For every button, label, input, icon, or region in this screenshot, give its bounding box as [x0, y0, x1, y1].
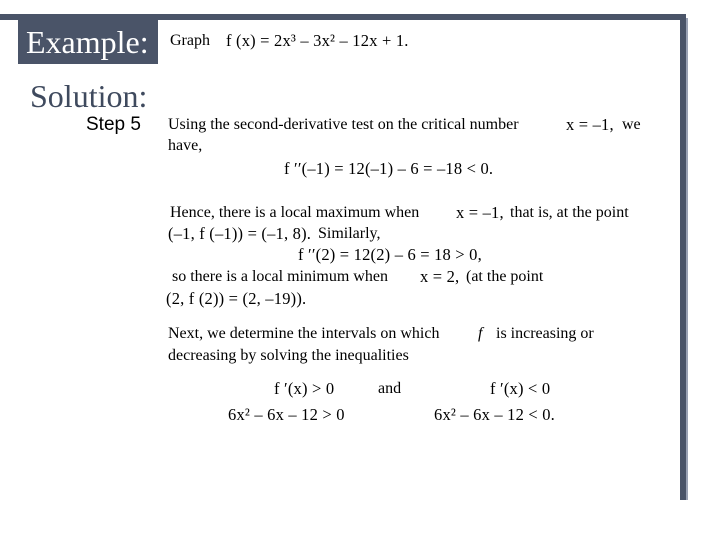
max-point: (–1, f (–1)) = (–1, 8). [168, 224, 312, 243]
critical-number: x = –1, [566, 115, 614, 134]
inequality-left-2: 6x² – 6x – 12 > 0 [228, 405, 345, 424]
intro-line-1: Using the second-derivative test on the critical number [168, 116, 519, 133]
hence-x: x = –1, [456, 203, 504, 222]
solution-label: Solution: [30, 78, 148, 114]
slide-frame-shadow [686, 18, 688, 500]
function-equation-text: f (x) = 2x³ – 3x² – 12x + 1. [226, 31, 409, 50]
next-line-1-tail: is increasing or [496, 325, 594, 342]
min-point: (2, f (2)) = (2, –19)). [166, 289, 307, 308]
slide-title: Example: [26, 24, 149, 60]
intro-line-2: have, [168, 137, 203, 154]
min-tail: (at the point [466, 268, 544, 285]
intro-we: we [622, 116, 641, 133]
inequality-right-1: f ′(x) < 0 [490, 379, 551, 398]
min-x: x = 2, [420, 267, 460, 286]
step-label: Step 5 [86, 114, 141, 135]
next-f-text: f [478, 325, 483, 342]
next-f [478, 325, 482, 343]
second-derivative-at-neg1: f ′′(–1) = 12(–1) – 6 = –18 < 0. [284, 159, 494, 178]
next-line-2: decreasing by solving the inequalities [168, 347, 409, 364]
second-derivative-at-2: f ′′(2) = 12(2) – 6 = 18 > 0, [298, 245, 482, 264]
graph-label: Graph [170, 32, 210, 49]
next-line-1: Next, we determine the intervals on which [168, 325, 440, 342]
function-equation [226, 31, 409, 51]
inequality-right-2: 6x² – 6x – 12 < 0. [434, 405, 555, 424]
hence-text: Hence, there is a local maximum when [170, 204, 420, 221]
hence-tail: that is, at the point [510, 204, 629, 221]
and-word: and [378, 380, 402, 397]
so-text: so there is a local minimum when [172, 268, 388, 285]
inequality-left-1: f ′(x) > 0 [274, 379, 335, 398]
similarly: Similarly, [318, 225, 381, 242]
